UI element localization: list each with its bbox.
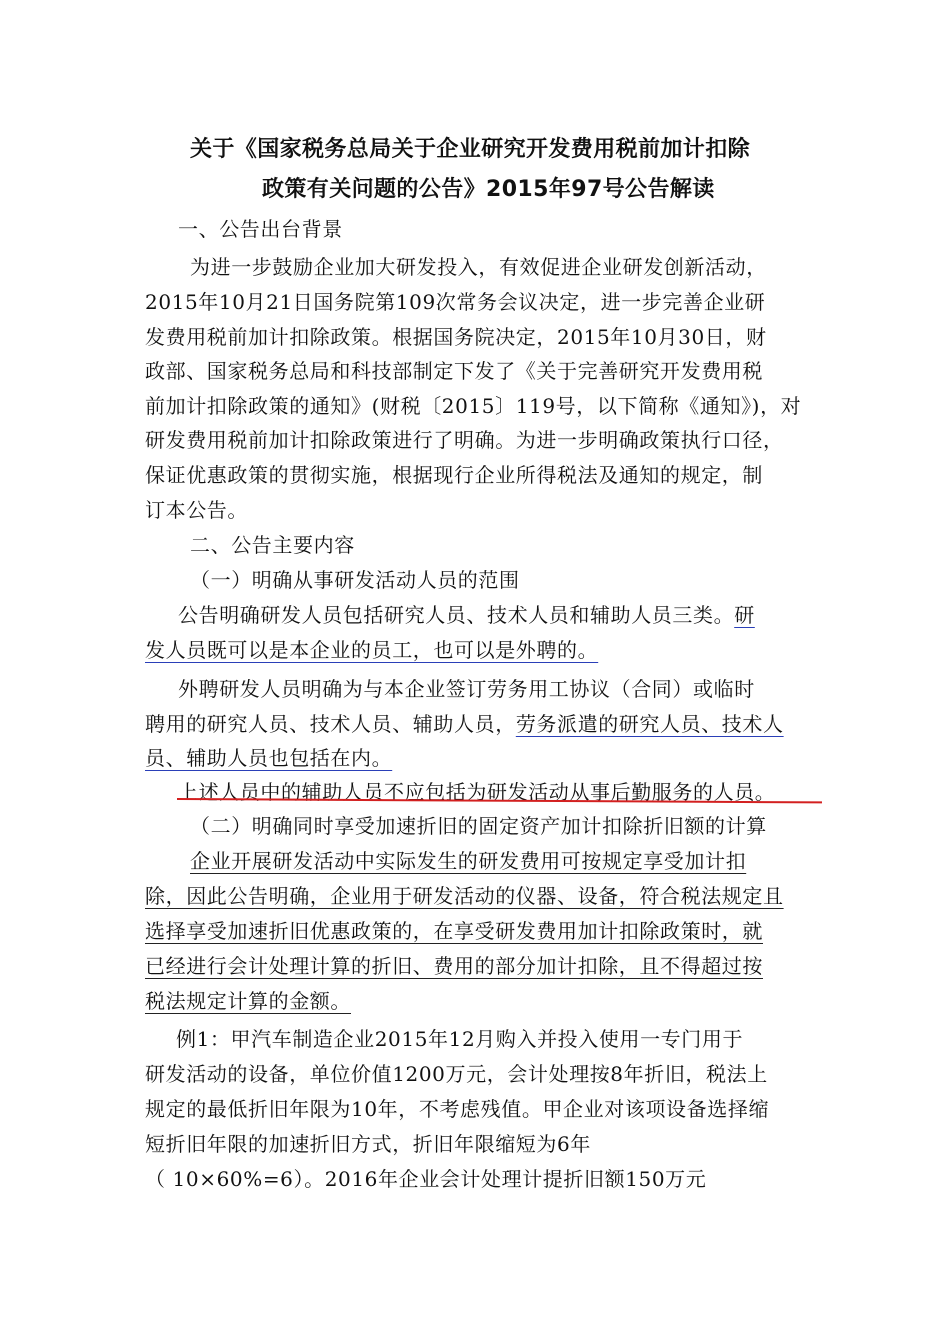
paragraph-line: 保证优惠政策的贯彻实施，根据现行企业所得税法及通知的规定，制 <box>145 463 763 487</box>
example-line: 例1：甲汽车制造企业2015年12月购入并投入使用一专门用于 <box>176 1027 744 1051</box>
paragraph-line: 为进一步鼓励企业加大研发投入，有效促进企业研发创新活动， <box>190 255 767 279</box>
underlined-text: 员、辅助人员也包括在内。 <box>145 746 393 770</box>
example-line: （ 10×60%=6）。2016年企业会计处理计提折旧额150万元 <box>145 1167 707 1191</box>
paragraph-line <box>145 711 784 737</box>
paragraph-line <box>145 883 784 909</box>
underlined-text: 企业开展研发活动中实际发生的研发费用可按规定享受加计扣 <box>190 849 747 873</box>
page-title-line-2: 政策有关问题的公告》2015年97号公告解读 <box>262 177 715 202</box>
example-line: 研发活动的设备，单位价值1200万元，会计处理按8年折旧，税法上 <box>145 1062 768 1086</box>
paragraph-line <box>145 918 763 944</box>
section-heading-2: 二、公告主要内容 <box>190 533 355 557</box>
paragraph-line <box>145 637 598 663</box>
underlined-text: 发人员既可以是本企业的员工，也可以是外聘的。 <box>145 638 599 662</box>
underlined-text: 已经进行会计处理计算的折旧、费用的部分加计扣除，且不得超过按 <box>145 954 763 978</box>
example-line: 短折旧年限的加速折旧方式，折旧年限缩短为6年 <box>145 1132 591 1156</box>
paragraph-line: 上述人员中的辅助人员不应包括为研发活动从事后勤服务的人员。 <box>178 780 776 804</box>
paragraph-line: 政部、国家税务总局和科技部制定下发了《关于完善研究开发费用税 <box>145 359 763 383</box>
paragraph-line <box>145 953 763 979</box>
paragraph-line: 订本公告。 <box>145 498 248 522</box>
paragraph-line: 发费用税前加计扣除政策。根据国务院决定，2015年10月30日，财 <box>145 325 767 349</box>
underlined-text: 研 <box>734 603 755 627</box>
paragraph-line: 前加计扣除政策的通知》(财税〔2015〕119号，以下简称《通知》)，对 <box>145 394 802 418</box>
example-line: 规定的最低折旧年限为10年，不考虑残值。甲企业对该项设备选择缩 <box>145 1097 770 1121</box>
paragraph-line <box>145 745 392 771</box>
paragraph-line <box>190 848 746 874</box>
underlined-text: 选择享受加速折旧优惠政策的，在享受研发费用加计扣除政策时，就 <box>145 919 763 943</box>
paragraph-line <box>178 602 755 628</box>
subsection-heading-1: （一）明确从事研发活动人员的范围 <box>190 568 520 592</box>
paragraph-line: 外聘研发人员明确为与本企业签订劳务用工协议（合同）或临时 <box>178 677 755 701</box>
paragraph-line: 2015年10月21日国务院第109次常务会议决定，进一步完善企业研 <box>145 290 766 314</box>
underlined-text: 税法规定计算的金额。 <box>145 989 351 1013</box>
paragraph-line: 研发费用税前加计扣除政策进行了明确。为进一步明确政策执行口径， <box>145 428 784 452</box>
page-title-line-1: 关于《国家税务总局关于企业研究开发费用税前加计扣除 <box>190 137 751 162</box>
plain-text: 聘用的研究人员、技术人员、辅助人员， <box>145 712 516 736</box>
plain-text: 公告明确研发人员包括研究人员、技术人员和辅助人员三类。 <box>178 603 735 627</box>
underlined-text: 劳务派遣的研究人员、技术人 <box>515 712 784 736</box>
subsection-heading-2: （二）明确同时享受加速折旧的固定资产加计扣除折旧额的计算 <box>190 814 767 838</box>
underlined-text: 除，因此公告明确，企业用于研发活动的仪器、设备，符合税法规定且 <box>145 884 784 908</box>
paragraph-line <box>145 988 351 1014</box>
section-heading-1: 一、公告出台背景 <box>178 217 343 241</box>
